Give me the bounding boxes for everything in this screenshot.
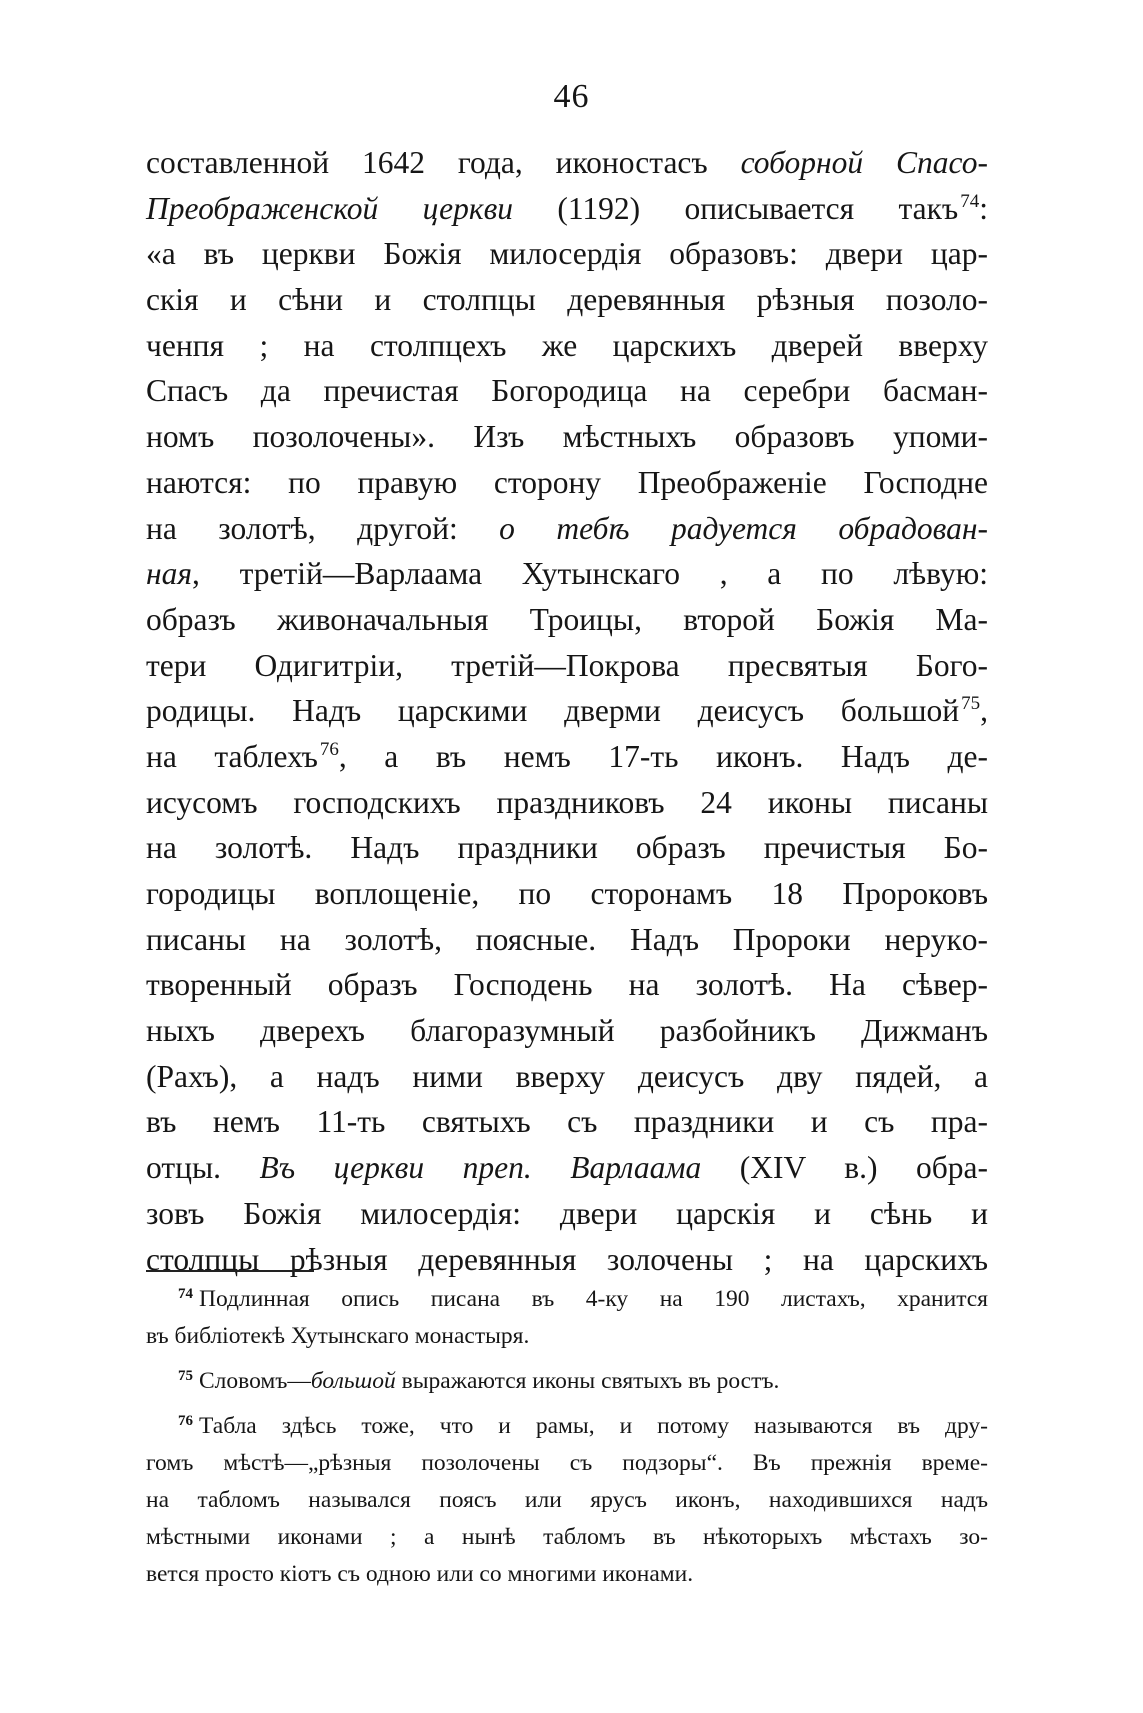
footnote-reference: 76 bbox=[319, 738, 339, 760]
text-line bbox=[146, 1054, 988, 1100]
footnote-italic-text: большой bbox=[310, 1368, 396, 1394]
footnote-text: выражаются иконы святыхъ въ ростъ. bbox=[395, 1368, 780, 1394]
footnote bbox=[146, 1281, 988, 1355]
footnote-text: Подлинная опись писана въ 4-ку на 190 листахъ, хранится bbox=[199, 1286, 988, 1312]
footnote-text: на табломъ назывался поясъ или ярусъ иконъ, находившихся надъ bbox=[146, 1487, 988, 1513]
text-line bbox=[146, 1008, 988, 1054]
text-line bbox=[146, 506, 988, 552]
text-run: (Рахъ), а надъ ними вверху деисусъ дву пядей, а bbox=[146, 1058, 988, 1094]
text-run: на таблехъ bbox=[146, 738, 318, 774]
text-line bbox=[146, 597, 988, 643]
text-line bbox=[146, 368, 988, 414]
text-run: (XIV в.) обра- bbox=[701, 1150, 988, 1186]
text-line bbox=[146, 186, 988, 232]
footnote-text: гомъ мѣстѣ—„рѣзныя позолочены съ подзоры“. Въ прежнія време- bbox=[146, 1450, 988, 1476]
text-line bbox=[146, 871, 988, 917]
text-line bbox=[146, 277, 988, 323]
text-line bbox=[146, 140, 988, 186]
footnote-line bbox=[146, 1519, 988, 1556]
text-line bbox=[146, 323, 988, 369]
footnotes bbox=[146, 1281, 988, 1593]
footnote-text: Табла здѣсь тоже, что и рамы, и потому называются въ дру- bbox=[199, 1413, 988, 1439]
footnote-line bbox=[146, 1408, 988, 1445]
footnote-text: въ библіотекѣ Хутынскаго монастыря. bbox=[146, 1323, 530, 1349]
text-line bbox=[146, 962, 988, 1008]
text-run: зовъ Божія милосердія: двери царскія и сѣнь и bbox=[146, 1195, 988, 1231]
footnote bbox=[146, 1363, 988, 1400]
text-run: ныхъ дверехъ благоразумный разбойникъ Дижманъ bbox=[146, 1013, 988, 1049]
text-line bbox=[146, 1099, 988, 1145]
text-run: ченпя ; на столпцехъ же царскихъ дверей вверху bbox=[146, 327, 988, 363]
footnote-line bbox=[146, 1445, 988, 1482]
text-line bbox=[146, 414, 988, 460]
text-run: Спасъ да пречистая Богородица на серебри басман- bbox=[146, 373, 988, 409]
text-run: скія и сѣни и столпцы деревянныя рѣзныя позоло- bbox=[146, 282, 988, 318]
footnote-mark: 74 bbox=[178, 1286, 193, 1302]
footnote-text: Словомъ— bbox=[199, 1368, 311, 1394]
text-run: наются: по правую сторону Преображеніе Господне bbox=[146, 464, 988, 500]
body-text bbox=[146, 140, 988, 1282]
text-run: родицы. Надъ царскими дверми деисусъ большой bbox=[146, 693, 960, 729]
text-run: на золотѣ, другой: bbox=[146, 510, 500, 546]
text-run: столпцы рѣзныя деревянныя золочены ; на царскихъ bbox=[146, 1241, 988, 1277]
footnote-line bbox=[146, 1281, 988, 1318]
text-line bbox=[146, 825, 988, 871]
text-run: творенный образъ Господень на золотѣ. На сѣвер- bbox=[146, 967, 988, 1003]
italic-text-run: ная bbox=[146, 556, 193, 592]
text-run: отцы. bbox=[146, 1150, 260, 1186]
text-line bbox=[146, 1145, 988, 1191]
text-run: въ немъ 11-ть святыхъ съ праздники и съ пра- bbox=[146, 1104, 988, 1140]
text-run: исусомъ господскихъ праздниковъ 24 иконы писаны bbox=[146, 784, 988, 820]
footnote-mark: 75 bbox=[178, 1368, 193, 1384]
footnote-text: мѣстными иконами ; а нынѣ табломъ въ нѣкоторыхъ мѣстахъ зо- bbox=[146, 1524, 988, 1550]
footnote-line bbox=[146, 1363, 988, 1400]
text-run: писаны на золотѣ, поясные. Надъ Пророки нерукo- bbox=[146, 921, 988, 957]
text-run: образъ живоначальныя Троицы, второй Божія Ма- bbox=[146, 601, 988, 637]
italic-text-run: Въ церкви преп. Варлаама bbox=[259, 1150, 702, 1186]
footnote-reference: 74 bbox=[960, 190, 980, 212]
text-line bbox=[146, 734, 988, 780]
footnote-text: вется просто кіотъ съ одною или со многими иконами. bbox=[146, 1561, 694, 1587]
footnote-reference: 75 bbox=[961, 693, 981, 715]
italic-text-run: о тебѣ радуется обрадован- bbox=[499, 510, 989, 546]
footnote-line bbox=[146, 1482, 988, 1519]
text-line bbox=[146, 231, 988, 277]
text-run: на золотѣ. Надъ праздники образъ пречистыя Бо- bbox=[146, 830, 988, 866]
italic-text-run: соборной Спасо- bbox=[740, 145, 988, 180]
text-run: номъ позолочены». Изъ мѣстныхъ образовъ упоми- bbox=[146, 419, 988, 455]
text-run: : bbox=[979, 190, 988, 226]
footnote-line bbox=[146, 1318, 988, 1355]
text-line bbox=[146, 780, 988, 826]
text-run: , третій—Варлаама Хутынскаго , а по лѣвую: bbox=[192, 556, 988, 592]
text-run: , а въ немъ 17-ть иконъ. Надъ де- bbox=[338, 738, 988, 774]
footnote-rule bbox=[146, 1270, 314, 1272]
text-line bbox=[146, 688, 988, 734]
text-line bbox=[146, 643, 988, 689]
text-run: городицы воплощеніе, по сторонамъ 18 Пророковъ bbox=[146, 876, 988, 911]
italic-text-run: Преображенской церкви bbox=[146, 190, 514, 226]
footnote bbox=[146, 1408, 988, 1593]
text-run: тери Одигитріи, третій—Покрова пресвятыя Бого- bbox=[146, 647, 988, 683]
text-run: «а въ церкви Божія милосердія образовъ: двери цар- bbox=[146, 236, 988, 272]
footnote-line bbox=[146, 1556, 988, 1593]
text-run: составленной 1642 года, иконостасъ bbox=[146, 145, 741, 180]
text-line bbox=[146, 1191, 988, 1237]
text-run: , bbox=[980, 693, 988, 729]
text-line bbox=[146, 917, 988, 963]
text-run: (1192) описывается такъ bbox=[513, 190, 959, 226]
page-number: 46 bbox=[553, 78, 590, 115]
text-line bbox=[146, 551, 988, 597]
text-line bbox=[146, 1237, 988, 1283]
text-line bbox=[146, 460, 988, 506]
footnote-mark: 76 bbox=[178, 1413, 193, 1429]
